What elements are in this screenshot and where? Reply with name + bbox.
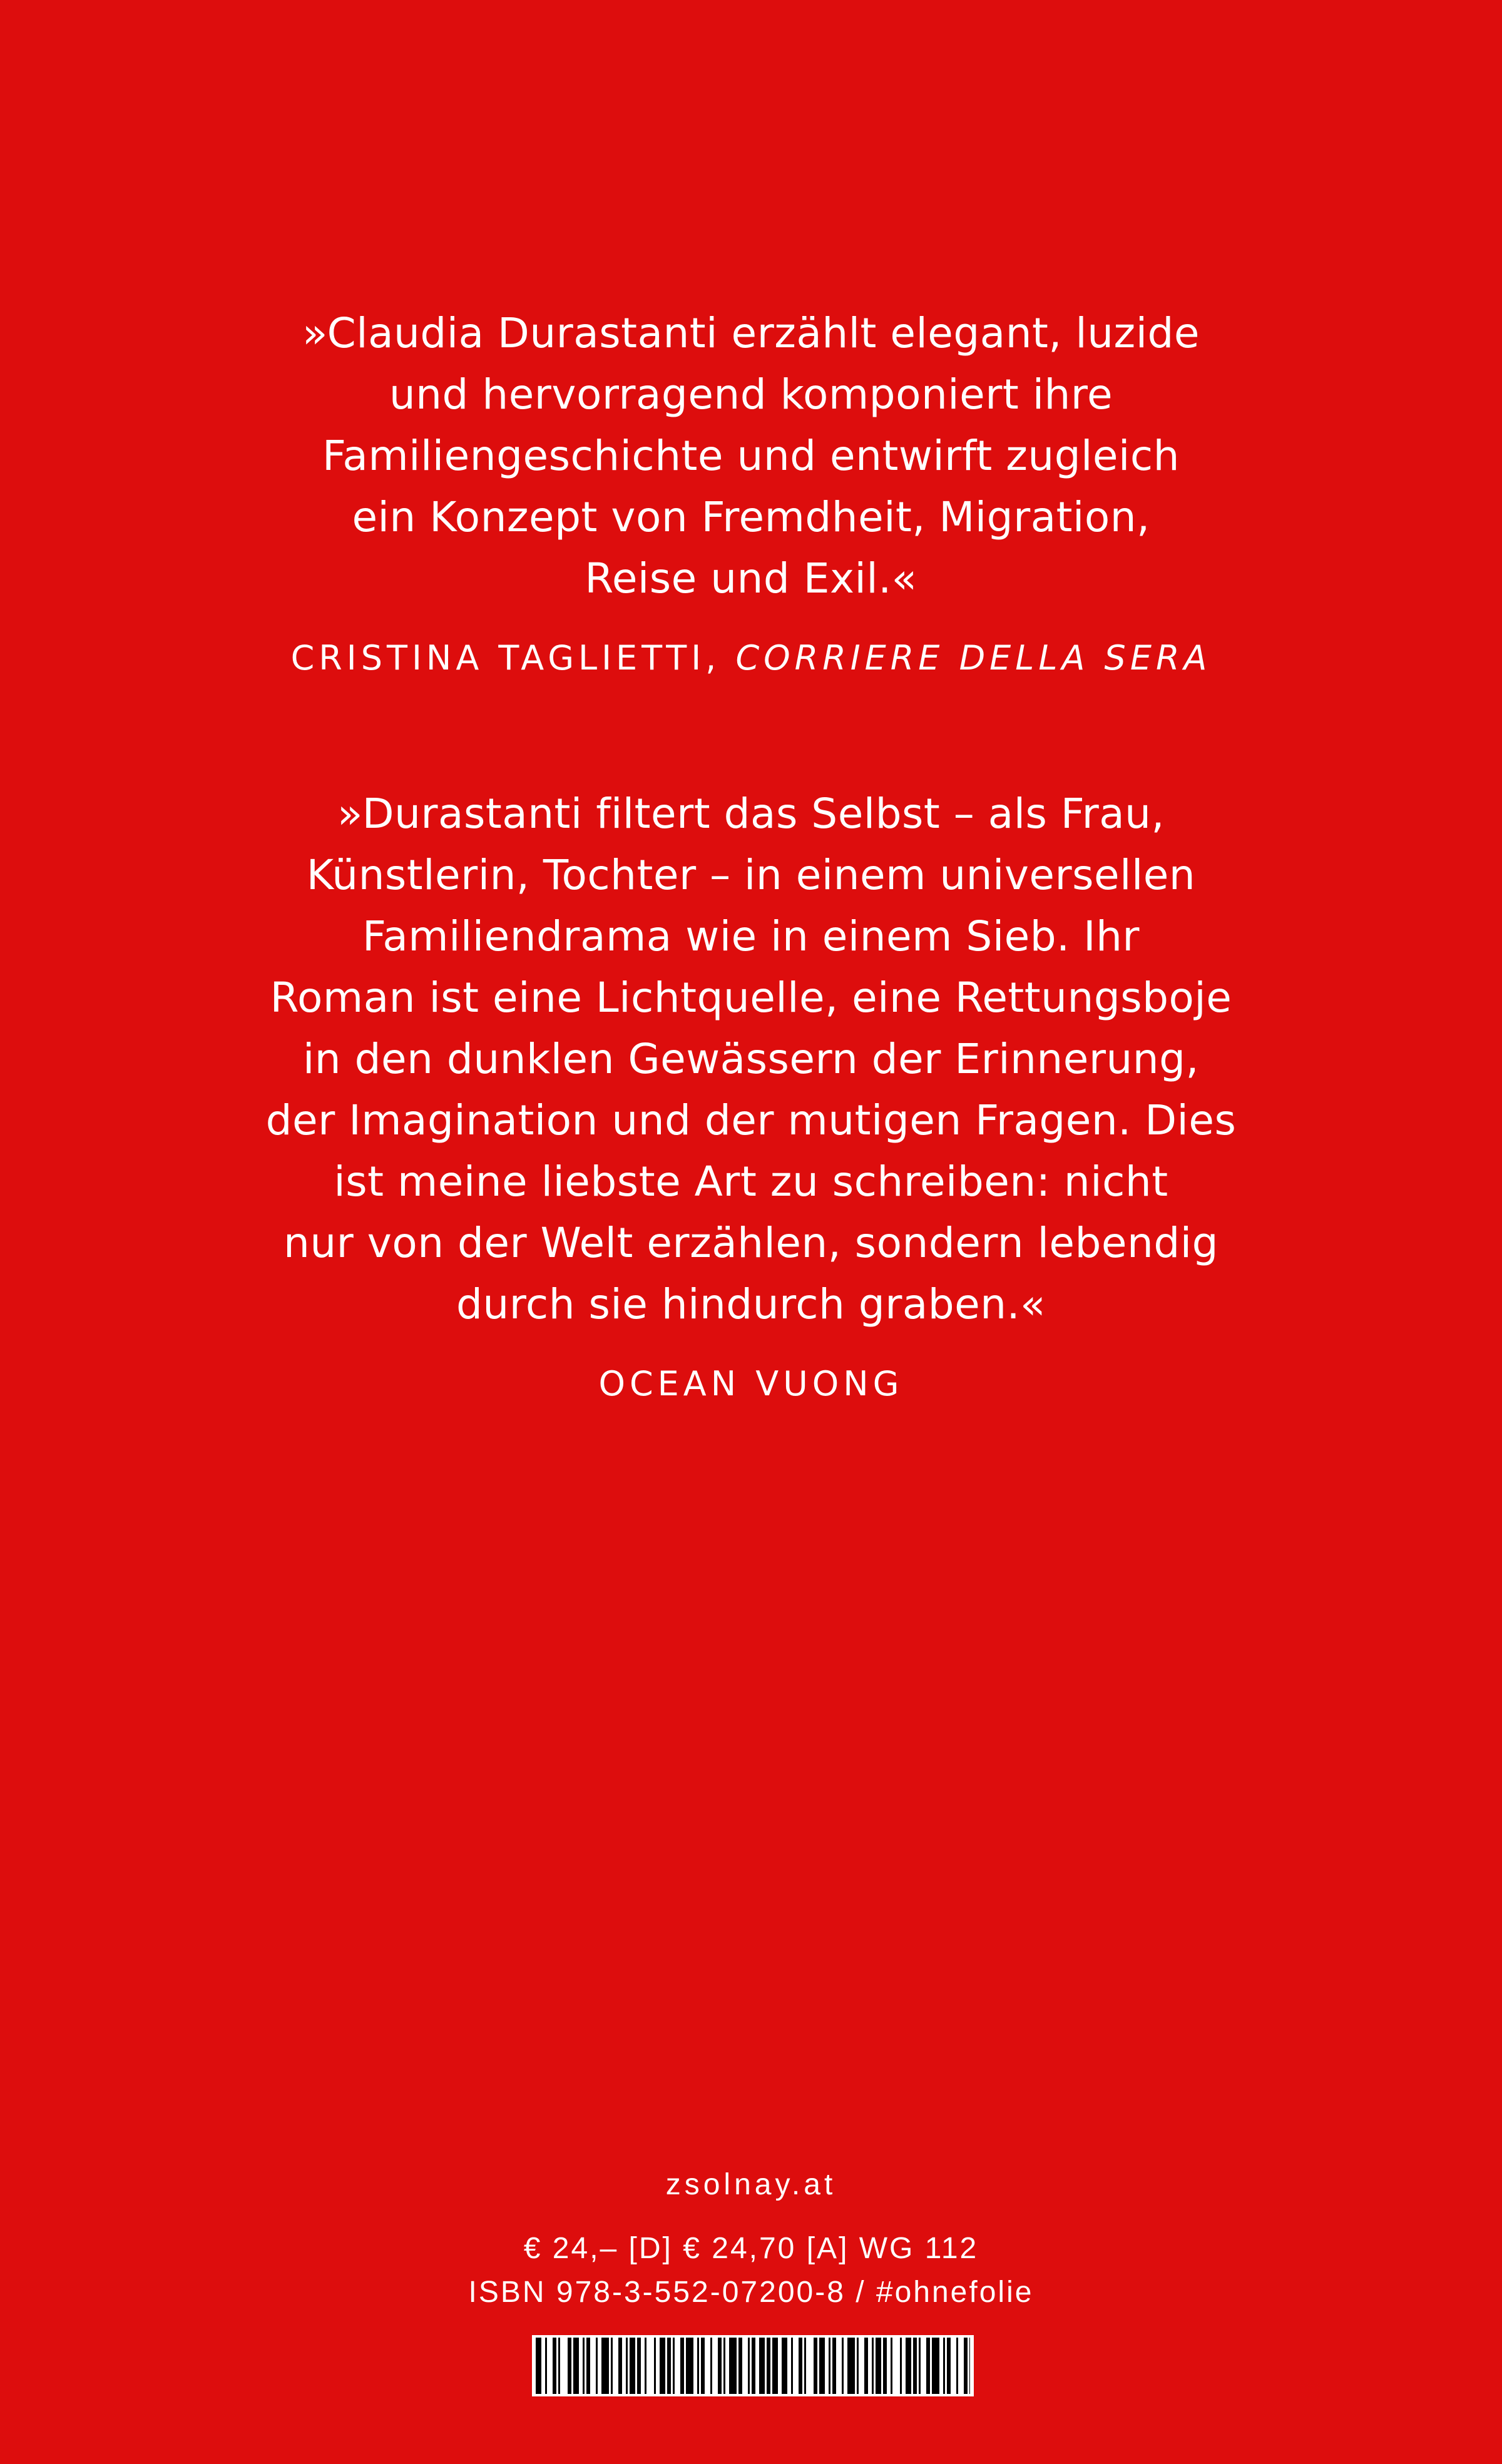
quote-line: »Durastanti filtert das Selbst – als Frau,	[337, 790, 1165, 838]
barcode-bar	[586, 2338, 590, 2394]
barcode-bar	[799, 2338, 802, 2394]
barcode-bar	[618, 2338, 622, 2394]
barcode-bar	[723, 2338, 725, 2394]
barcode-bar	[891, 2338, 892, 2394]
quote-attribution	[0, 1364, 1502, 1403]
quote-line: Familiengeschichte und entwirft zugleich	[322, 432, 1180, 480]
barcode-bar	[680, 2338, 684, 2394]
barcode-bar	[645, 2338, 646, 2394]
barcode-bar	[876, 2338, 881, 2394]
publisher-website: zsolnay.at	[665, 2168, 837, 2201]
quote-line: »Claudia Durastanti erzählt elegant, luzide	[302, 309, 1200, 357]
quote-attribution	[0, 638, 1502, 678]
barcode-bar	[772, 2338, 778, 2394]
barcode-bar	[601, 2338, 609, 2394]
barcode-bar	[545, 2338, 547, 2394]
quote-line: durch sie hindurch graben.«	[456, 1280, 1046, 1328]
barcode-bar	[710, 2338, 712, 2394]
barcode-bar	[752, 2338, 755, 2394]
quote-line: Reise und Exil.«	[585, 554, 917, 603]
quote-line: Künstlerin, Tochter – in einem universellen	[306, 851, 1196, 899]
barcode-bar	[926, 2338, 930, 2394]
attribution-author: CRISTINA TAGLIETTI,	[290, 638, 736, 678]
barcode-bar	[782, 2338, 787, 2394]
barcode-bar	[701, 2338, 705, 2394]
barcode-bar	[842, 2338, 844, 2394]
barcode-bar	[568, 2338, 571, 2394]
quote-line: Roman ist eine Lichtquelle, eine Rettungsboje	[270, 974, 1232, 1022]
barcode-bar	[814, 2338, 817, 2394]
barcode-bar	[759, 2338, 765, 2394]
barcode-bar	[626, 2338, 628, 2394]
quote-line: der Imagination und der mutigen Fragen. Dies	[265, 1096, 1237, 1144]
quote-line: Familiendrama wie in einem Sieb. Ihr	[362, 912, 1140, 960]
barcode-bar	[667, 2338, 671, 2394]
barcode-bar	[819, 2338, 825, 2394]
barcode-bars	[532, 2335, 974, 2396]
barcode-bar	[686, 2338, 693, 2394]
barcode-icon	[532, 2335, 974, 2396]
barcode-bar	[872, 2338, 874, 2394]
barcode-bar	[767, 2338, 770, 2394]
barcode-bar	[611, 2338, 613, 2394]
barcode-bar	[718, 2338, 722, 2394]
barcode-bar	[748, 2338, 750, 2394]
barcode-bar	[596, 2338, 598, 2394]
barcode-bar	[943, 2338, 945, 2394]
barcode-bar	[847, 2338, 855, 2394]
attribution-author: OCEAN VUONG	[598, 1364, 904, 1403]
barcode-bar	[637, 2338, 641, 2394]
barcode-bar	[947, 2338, 951, 2394]
barcode-bar	[919, 2338, 921, 2394]
barcode-bar	[673, 2338, 675, 2394]
barcode-bar	[832, 2338, 836, 2394]
quote-line: ist meine liebste Art zu schreiben: nicht	[334, 1158, 1168, 1206]
barcode-bar	[964, 2338, 968, 2394]
barcode-bar	[791, 2338, 793, 2394]
barcode-bar	[660, 2338, 665, 2394]
barcode-bar	[857, 2338, 859, 2394]
quote-line: in den dunklen Gewässern der Erinnerung,	[302, 1035, 1200, 1083]
barcode-bar	[558, 2338, 560, 2394]
price-info: € 24,– [D] € 24,70 [A] WG 112	[523, 2232, 979, 2265]
barcode-bar	[573, 2338, 579, 2394]
barcode-bar	[630, 2338, 635, 2394]
barcode-bar	[913, 2338, 917, 2394]
quote-durastanti-vuong	[0, 783, 1502, 1335]
quote-line: nur von der Welt erzählen, sondern lebendig	[284, 1219, 1218, 1267]
barcode-bar	[906, 2338, 911, 2394]
barcode-bar	[829, 2338, 830, 2394]
barcode-bar	[969, 2338, 970, 2394]
barcode-bar	[583, 2338, 585, 2394]
barcode-bar	[864, 2338, 868, 2394]
barcode-bar	[932, 2338, 939, 2394]
barcode-bar	[883, 2338, 887, 2394]
barcode-bar	[729, 2338, 737, 2394]
barcode-bar	[697, 2338, 699, 2394]
barcode-bar	[553, 2338, 556, 2394]
barcode-bar	[654, 2338, 656, 2394]
barcode-bar	[536, 2338, 541, 2394]
isbn-info: ISBN 978-3-552-07200-8 / #ohnefolie	[468, 2276, 1034, 2309]
barcode-bar	[900, 2338, 902, 2394]
quote-durastanti-taglietti	[0, 303, 1502, 609]
quote-line: und hervorragend komponiert ihre	[389, 370, 1113, 419]
barcode-bar	[956, 2338, 958, 2394]
attribution-publication: CORRIERE DELLA SERA	[735, 638, 1212, 678]
quote-line: ein Konzept von Fremdheit, Migration,	[352, 493, 1150, 541]
barcode-bar	[804, 2338, 806, 2394]
barcode-bar	[738, 2338, 742, 2394]
